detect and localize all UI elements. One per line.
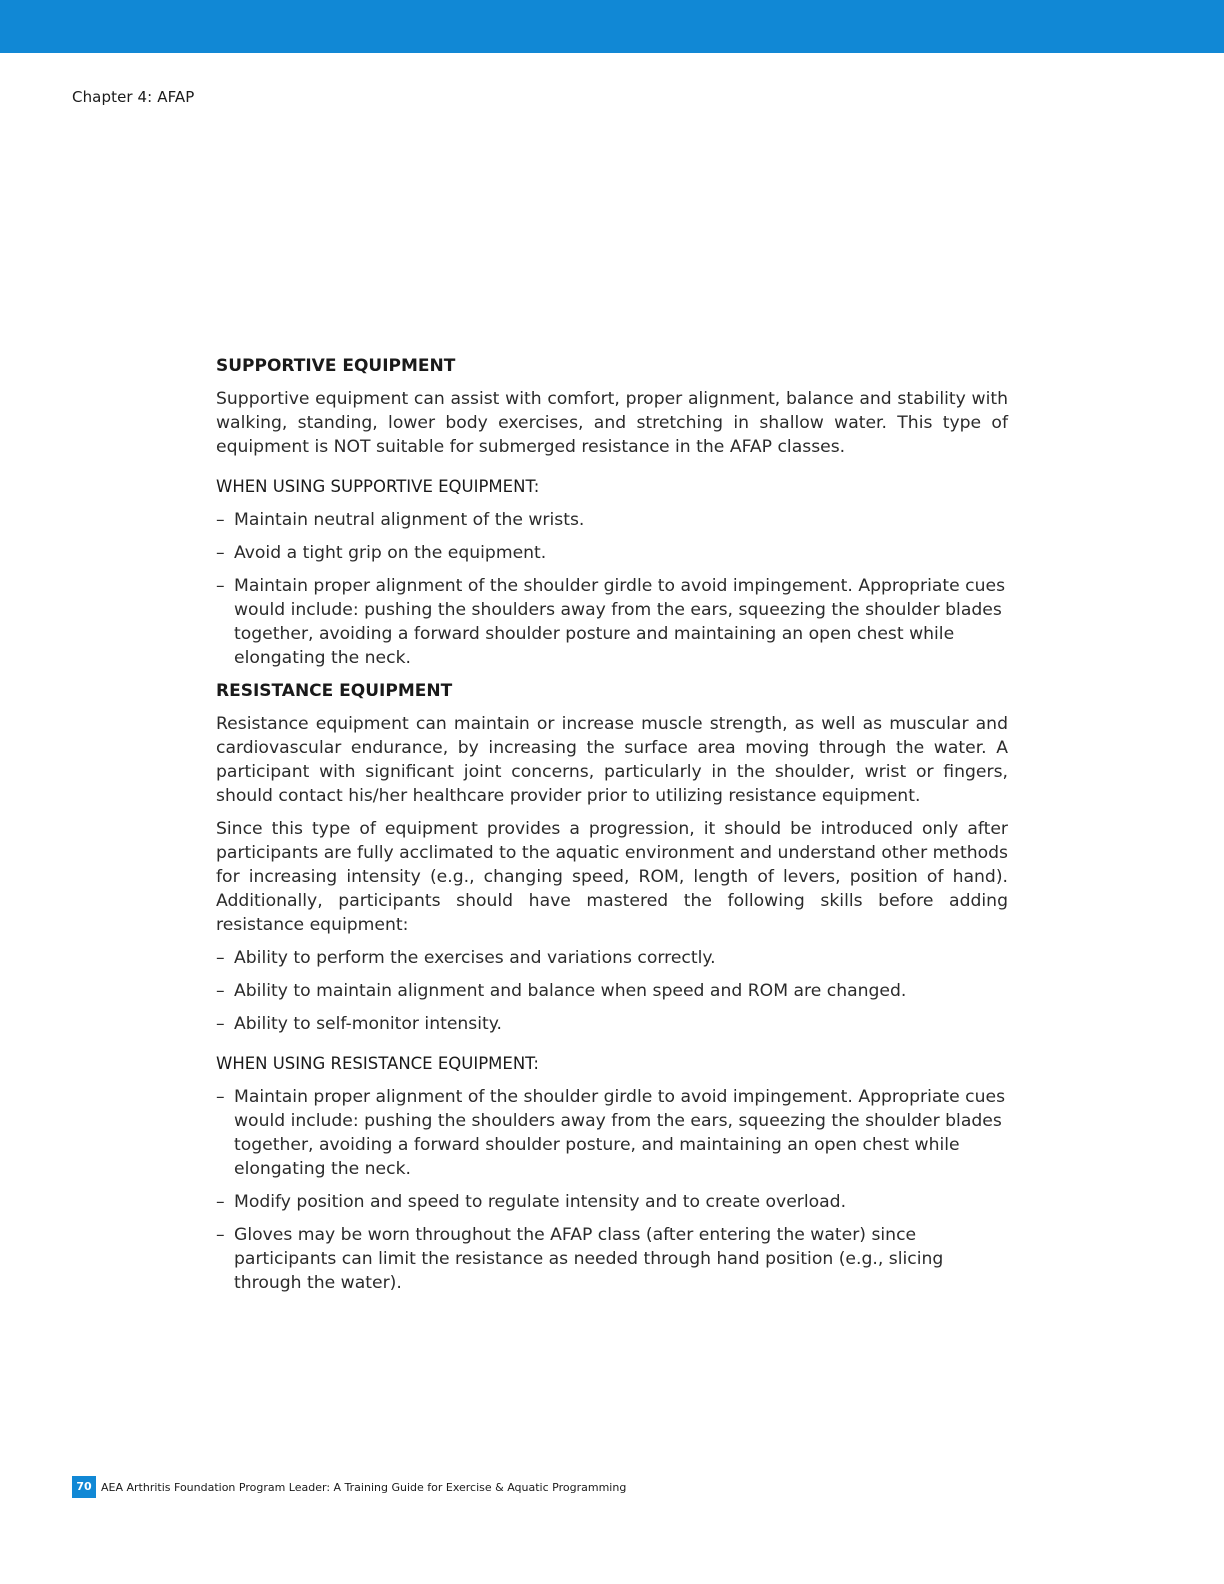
dash-marker: – [216, 948, 225, 968]
dash-marker: – [216, 576, 225, 596]
dash-marker: – [216, 1087, 225, 1107]
list-item-text: Avoid a tight grip on the equipment. [234, 543, 547, 563]
subheading-when-using-resistance: WHEN USING RESISTANCE EQUIPMENT: [216, 1054, 539, 1073]
list-item-text: Gloves may be worn throughout the AFAP class (after entering the water) since participants can limit the resistance as needed through hand position (e.g., slicing through the water). [234, 1225, 944, 1293]
dash-marker: – [216, 1225, 225, 1245]
page-number-badge: 70 [72, 1476, 96, 1498]
list-item [216, 1085, 1008, 1181]
list-item [216, 946, 1008, 970]
list-item [216, 508, 1008, 532]
list-item [216, 1190, 1008, 1214]
subheading-when-using-supportive: WHEN USING SUPPORTIVE EQUIPMENT: [216, 477, 540, 496]
list-item-text: Ability to maintain alignment and balance when speed and ROM are changed. [234, 981, 907, 1001]
resistance-bullet-list [216, 1085, 1008, 1295]
skills-bullet-list [216, 946, 1008, 1036]
supportive-bullet-list [216, 508, 1008, 670]
supportive-intro-paragraph: Supportive equipment can assist with comfort, proper alignment, balance and stability with walking, standing, lower body exercises, and stretching in shallow water. This type of equipment is NOT suitable for submerged resistance in the AFAP classes. [216, 389, 1008, 457]
dash-marker: – [216, 1014, 225, 1034]
dash-marker: – [216, 981, 225, 1001]
dash-marker: – [216, 543, 225, 563]
list-item-text: Ability to perform the exercises and variations correctly. [234, 948, 716, 968]
section-heading-supportive: SUPPORTIVE EQUIPMENT [216, 356, 456, 376]
resistance-paragraph-2: Since this type of equipment provides a progression, it should be introduced only after participants are fully acclimated to the aquatic environment and understand other methods for increasing intensity (e.g., changing speed, ROM, length of levers, position of hand). Additionally, participants should have mastered the following skills before adding resistance equipment: [216, 819, 1008, 935]
chapter-label: Chapter 4: AFAP [72, 88, 195, 106]
header-color-band [0, 0, 1224, 53]
list-item [216, 541, 1008, 565]
resistance-paragraph-1: Resistance equipment can maintain or increase muscle strength, as well as muscular and cardiovascular endurance, by increasing the surface area moving through the water. A participant with significant joint concerns, particularly in the shoulder, wrist or fingers, should contact his/her healthcare provider prior to utilizing resistance equipment. [216, 714, 1008, 806]
list-item [216, 1012, 1008, 1036]
section-heading-resistance: RESISTANCE EQUIPMENT [216, 681, 453, 701]
list-item-text: Ability to self-monitor intensity. [234, 1014, 502, 1034]
list-item [216, 979, 1008, 1003]
list-item-text: Maintain proper alignment of the shoulder girdle to avoid impingement. Appropriate cues would include: pushing the shoulders away from the ears, squeezing the shoulder blades together, avoiding a forward shoulder posture, and maintaining an open chest while elongating the neck. [234, 1087, 1006, 1179]
page-footer [72, 1476, 626, 1498]
list-item-text: Modify position and speed to regulate intensity and to create overload. [234, 1192, 847, 1212]
footer-book-title: AEA Arthritis Foundation Program Leader: A Training Guide for Exercise & Aquatic Programming [101, 1480, 627, 1494]
list-item [216, 1223, 1008, 1295]
list-item-text: Maintain neutral alignment of the wrists. [234, 510, 585, 530]
dash-marker: – [216, 510, 225, 530]
list-item-text: Maintain proper alignment of the shoulder girdle to avoid impingement. Appropriate cues would include: pushing the shoulders away from the ears, squeezing the shoulder blades together, avoiding a forward shoulder posture and maintaining an open chest while elongating the neck. [234, 576, 1006, 668]
list-item [216, 574, 1008, 670]
dash-marker: – [216, 1192, 225, 1212]
page-content [216, 354, 1008, 1304]
